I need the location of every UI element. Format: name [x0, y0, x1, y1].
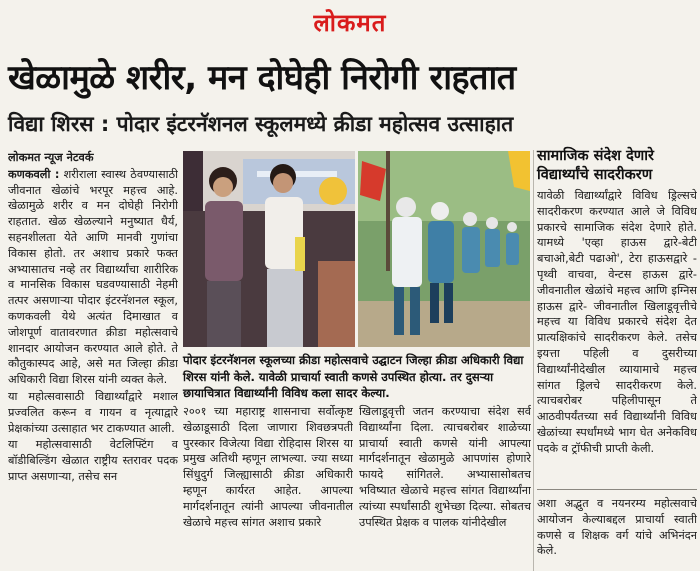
article-column-2: २००१ च्या महाराष्ट्र शासनाचा सर्वोत्कृष्ट खेळाडूसाठी दिला जाणारा शिवछत्रपती पुरस्कार विजेत्या विद्या रोहिदास शिरस या प्रमुख अतिथी म्हणून लाभल्या. ज्या सध्या सिंधुदुर्ग जिल्ह्यासाठी क्रीडा अधिकारी म्हणून कार्यरत आहेत. आपल्या मार्गदर्शनातून त्यांनी आपल्या जीवनातील खेळाचे महत्त्व सांगत अशाच प्रकारे: [183, 405, 353, 529]
article-subheadline: विद्या शिरस : पोदार इंटरनॅशनल स्कूलमध्ये क्रीडा महोत्सव उत्साहात: [8, 112, 514, 136]
march-past-photo: [358, 151, 530, 347]
sidebar-heading: सामाजिक संदेश देणारे विद्यार्थ्यांचे सादरीकरण: [537, 148, 654, 183]
article-paragraph: या महोत्सवासाठी वेटलिफ्टिंग व बॉडीबिल्डिंग खेळात राष्ट्रीय स्तरावर पदक प्राप्त असणाऱ्या, तसेच सन: [8, 438, 178, 483]
march-past-photo-illustration: [358, 151, 530, 347]
article-dateline: कणकवली :: [8, 167, 60, 181]
inauguration-photo-illustration: [183, 151, 355, 347]
newspaper-masthead: [0, 0, 700, 44]
article-paragraph-text: शरीराला स्वास्थ ठेवण्यासाठी जीवनात खेळांचे भरपूर महत्त्व आहे. खेळामुळे शरीर व मन दोघेही निरोगी राहतात. खेळ खेळल्याने मनुष्यात धैर्य, सहनशीलता येते आणि मानवी गुणांचा विकास होतो. तर अशाच प्रकारे फक्त अभ्यासातच नव्हे तर विद्यार्थ्यांचा शारीरिक व मानसिक विकास घडवण्यासाठी नेहमी तत्पर असणाऱ्या पोदार इंटरनॅशनल स्कूल, कणकवली येथे अत्यंत दिमाखात व जोशपूर्ण वातावरणात क्रीडा महोत्सवाचे शानदार आयोजन करण्यात आले होते. ते कौतुकास्पद आहे, असे मत जिल्हा क्रीडा अधिकारी विद्या शिरस यांनी व्यक्त केले.: [8, 167, 178, 387]
article-paragraph: [8, 167, 178, 388]
column-divider: [533, 150, 534, 571]
sidebar-body: यावेळी विद्यार्थ्यांद्वारे विविध ड्रिल्सचे सादरीकरण करण्यात आले जे विविध प्रकारचे सामाजिक संदेश देणारे होते. यामध्ये 'एव्हा हाऊस द्वारे-बेटी बचाओ,बेटी पढाओ', टेरा हाऊसद्वारे - पृथ्वी वाचवा, वेन्टस हाऊस द्वारे- जीवनातील खेळांचे महत्त्व आणि इग्निस हाऊस द्वारे- जीवनातील खिलाडूवृत्तीचे महत्त्व या विविध प्रकारचे संदेश देत प्रात्यक्षिकांचे सादरीकरण केले. तसेच इयत्ता पहिली व दुसरीच्या विद्यार्थ्यांनीदेखील व्यायामाचे महत्त्व सांगत ड्रिलचे सादरीकरण केले. त्याचबरोबर पहिलीपासून ते आठवीपर्यंतच्या सर्व विद्यार्थ्यांनी विविध खेळांच्या स्पर्धांमध्ये भाग घेत अनेकविध पदके व ट्रॉफीची प्राप्ती केली.: [537, 189, 697, 455]
sidebar-closing: अशा अद्भुत व नयनरम्य महोत्सवाचे आयोजन केल्याबद्दल प्राचार्या स्वाती कणसे व शिक्षक वर्ग यांचे अभिनंदन केले.: [537, 497, 697, 558]
newspaper-logo: लोकमत: [313, 7, 387, 37]
section-divider: [537, 489, 697, 490]
article-column-3: खिलाडूवृत्ती जतन करण्याचा संदेश सर्व विद्यार्थ्यांना दिला. त्याचबरोबर शाळेच्या प्राचार्या स्वाती कणसे यांनी आपल्या मार्गदर्शनातून खेळामुळे आपणांस होणारे फायदे सांगितले. अभ्यासासोबतच भविष्यात खेळाचे महत्त्व सांगत विद्यार्थ्यांना त्यांच्या स्पर्धांसाठी शुभेच्छा दिल्या. सोबतच उपस्थित प्रेक्षक व पालक यांनीदेखील: [359, 405, 531, 529]
article-column-1: [8, 150, 178, 571]
article-byline: लोकमत न्यूज नेटवर्क: [8, 151, 94, 164]
article-headline: खेळामुळे शरीर, मन दोघेही निरोगी राहतात: [8, 58, 516, 98]
article-paragraph: या महोत्सवासाठी विद्यार्थ्यांद्वारे मशाल प्रज्वलित करून व गायन व नृत्याद्वारे प्रेक्षकांच्या उत्साहात भर टाकण्यात आली.: [8, 389, 178, 435]
photo-caption: पोदार इंटरनॅशनल स्कूलच्या क्रीडा महोत्सवाचे उद्घाटन जिल्हा क्रीडा अधिकारी विद्या शिरस यांनी केले. यावेळी प्राचार्या स्वाती कणसे उपस्थित होत्या. तर दुसऱ्या छायाचित्रात विद्यार्थ्यांनी विविध कला सादर केल्या.: [183, 353, 524, 400]
inauguration-photo: [183, 151, 355, 347]
